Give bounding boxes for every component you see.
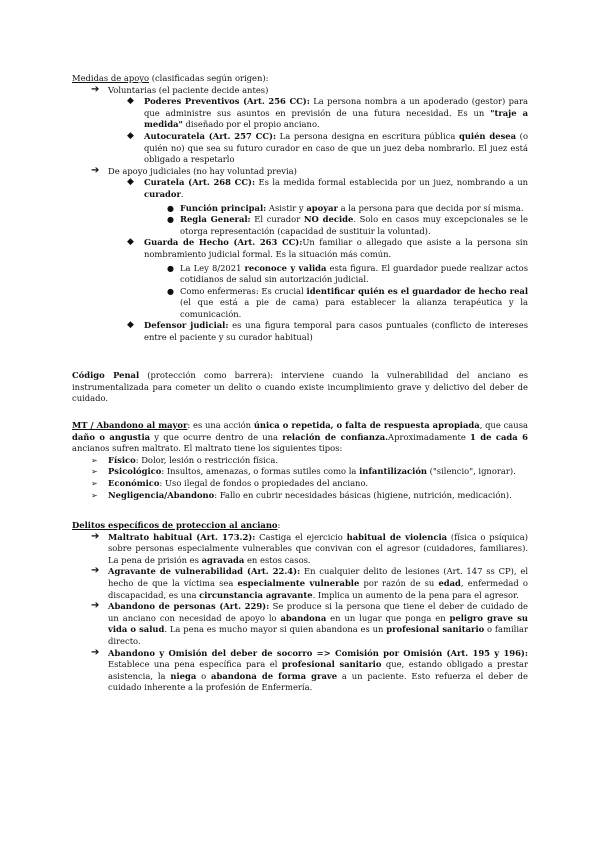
list-item-psicologico: ➢ Psicológico: Insultos, amenazas, o formas sutiles como la infantilización ("silencio", ignorar). <box>91 466 516 477</box>
list-item-abandono-personas: ➔ Abandono de personas (Art. 229): Se produce si la persona que tiene el deber de cuidado de un anciano con necesidad de apoyo lo abandona en un lugar que ponga en peligro grave su vida o salud. La pena es mucho mayor si quien abandona es un profesional sanitario o familiar directo. <box>91 600 529 646</box>
list-item-ley: ● La Ley 8/2021 reconoce y valida esta figura. El guardador puede realizar actos cotidianos de salud sin autorización judicial. <box>167 262 528 285</box>
medidas-heading: Medidas de apoyo (clasificadas según origen): <box>72 73 269 83</box>
bullet-dot-icon: ● <box>167 203 174 213</box>
list-item-economico: ➢ Económico: Uso ilegal de fondos o propiedades del anciano. <box>91 477 369 488</box>
diamond-icon: ◆ <box>127 130 134 141</box>
diamond-icon: ◆ <box>127 320 134 331</box>
arrowhead-icon: ➢ <box>91 455 98 465</box>
bullet-dot-icon: ● <box>167 286 174 296</box>
list-item-enfermeras: ● Como enfermeras: Es crucial identificar quién es el guardador de hecho real (el que está a pie de cama) para establecer la alianza terapéutica y la comunicación. <box>167 285 529 319</box>
diamond-icon: ◆ <box>127 177 134 188</box>
list-item-poderes: ◆ Poderes Preventivos (Art. 256 CC): La persona nombra a un apoderado (gestor) para que administre sus asuntos en previsión de una futura necesidad. Es un "traje a medida" diseñado por el propio anciano. <box>127 96 528 130</box>
arrowhead-icon: ➢ <box>91 478 98 488</box>
delitos-title: Delitos específicos de proteccion al anciano <box>72 520 278 530</box>
maltrato-section <box>72 420 528 501</box>
maltrato-paragraph: MT / Abandono al mayor: es una acción única o repetida, o falta de respuesta apropiada, que causa daño o angustia y que ocurre dentro de una relación de confianza.Aproximadamente 1 de cada 6 ancianos sufren maltrato. El maltrato tiene los siguientes tipos: <box>72 420 528 454</box>
list-item-autocuratela: ◆ Autocuratela (Art. 257 CC): La persona designa en escritura pública quién desea (o quién no) que sea su futuro curador en caso de que un juez deba nombrarlo. El juez está obligado a respetarlo <box>127 130 528 165</box>
medidas-section <box>72 73 528 344</box>
list-item-fisico: ➢ Físico: Dolor, lesión o restricción física. <box>91 454 279 465</box>
list-item-curatela: ◆ Curatela (Art. 268 CC): Es la medida formal establecida por un juez, nombrando a un curador. <box>127 177 529 199</box>
arrow-icon: ➔ <box>91 83 100 95</box>
maltrato-title: MT / Abandono al mayor <box>72 420 188 430</box>
bullet-dot-icon: ● <box>167 263 174 273</box>
list-item-negligencia: ➢ Negligencia/Abandono: Fallo en cubrir necesidades básicas (higiene, nutrición, medicación). <box>91 489 512 500</box>
list-item-maltrato-habitual: ➔ Maltrato habitual (Art. 173.2): Castiga el ejercicio habitual de violencia (física o psíquica) sobre personas especialmente vulnerables que convivan con el agresor (cuidadores, familiares). La pena de prisión es agravada en estos casos. <box>91 530 528 565</box>
codigo-penal-paragraph: Código Penal (protección como barrera): interviene cuando la vulnerabilidad del anciano es instrumentalizada para cometer un delito o cuando existe incumplimiento grave y delictivo del deber de cuidado. <box>72 370 528 404</box>
list-item-voluntarias: ➔ Voluntarias (el paciente decide antes) <box>91 83 269 95</box>
list-item-regla: ● Regla General: El curador NO decide. Solo en casos muy excepcionales se le otorga representación (capacidad de sustituir la voluntad). <box>167 214 528 236</box>
arrow-icon: ➔ <box>91 646 100 658</box>
medidas-title: Medidas de apoyo <box>72 73 150 83</box>
list-item-agravante: ➔ Agravante de vulnerabilidad (Art. 22.4): En cualquier delito de lesiones (Art. 147 ss CP), el hecho de que la víctima sea especialmente vulnerable por razón de su edad, enfermedad o discapacidad, es una circunstancia agravante. Implica un aumento de la pena para el agresor. <box>91 565 528 600</box>
list-item-omision: ➔ Abandono y Omisión del deber de socorro => Comisión por Omisión (Art. 195 y 196): Establece una pena específica para el profesional sanitario que, estando obligado a prestar asistencia, la niega o abandona de forma grave a un paciente. Esto refuerza el deber de cuidado inherente a la profesión de Enfermería. <box>91 646 528 693</box>
list-item-defensor: ◆ Defensor judicial: es una figura temporal para casos puntuales (conflicto de intereses entre el paciente y su curador habitual) <box>127 320 528 343</box>
arrow-icon: ➔ <box>91 565 100 577</box>
list-item-judiciales: ➔ De apoyo judiciales (no hay voluntad previa) <box>91 164 297 176</box>
list-item-funcion: ● Función principal: Asistir y apoyar a la persona para que decida por sí misma. <box>167 202 524 213</box>
arrowhead-icon: ➢ <box>91 467 98 477</box>
arrow-icon: ➔ <box>91 164 100 176</box>
list-item-guarda: ◆ Guarda de Hecho (Art. 263 CC):Un familiar o allegado que asiste a la persona sin nombramiento judicial formal. Es la situación más común. <box>127 237 529 259</box>
diamond-icon: ◆ <box>127 237 134 248</box>
arrowhead-icon: ➢ <box>91 490 98 500</box>
diamond-icon: ◆ <box>127 96 134 107</box>
bullet-dot-icon: ● <box>167 215 174 225</box>
delitos-section <box>72 520 528 694</box>
delitos-heading: Delitos específicos de proteccion al anciano: <box>72 520 281 530</box>
arrow-icon: ➔ <box>91 530 100 542</box>
arrow-icon: ➔ <box>91 600 100 612</box>
